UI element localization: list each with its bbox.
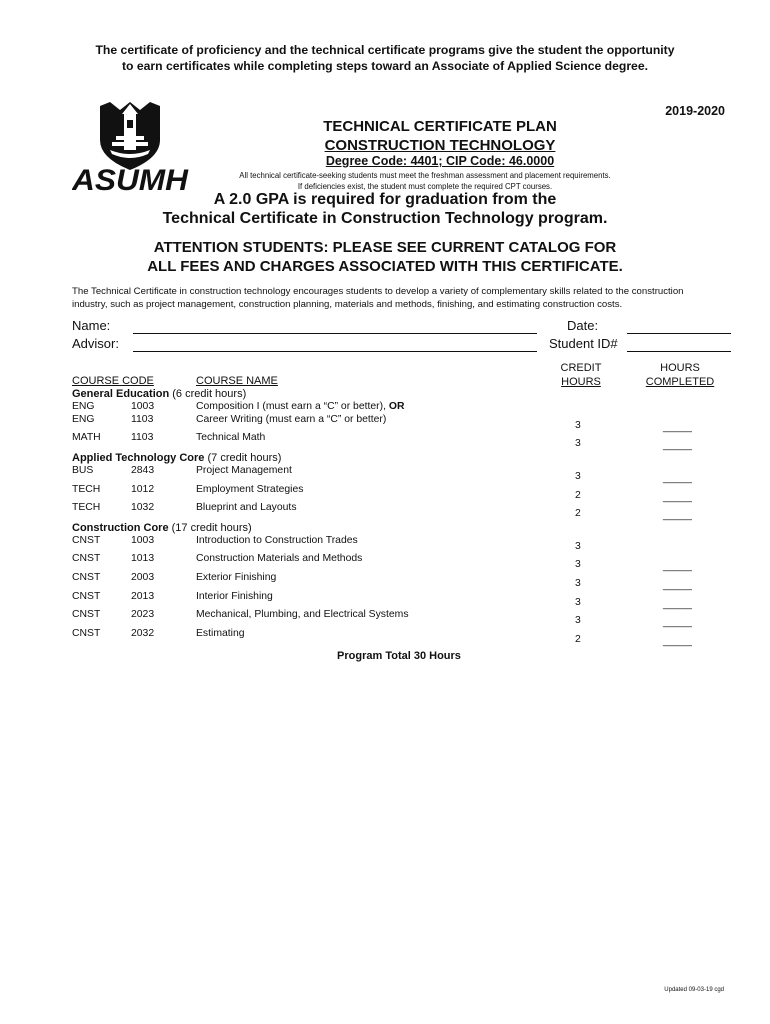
course-name: [196, 609, 409, 620]
course-number: 1103: [131, 432, 154, 443]
student-id-label: Student ID#: [549, 336, 618, 351]
section-title: General Education: [72, 388, 170, 400]
requirements-note: [200, 170, 650, 192]
course-number: 1013: [131, 553, 155, 564]
hours-header-line-1: HOURS: [660, 362, 700, 374]
credit-hours: 3: [575, 438, 581, 449]
plan-title-line-1: TECHNICAL CERTIFICATE PLAN: [323, 118, 557, 135]
logo-text: ASUMH: [72, 164, 190, 195]
hours-completed-blank[interactable]: _____: [663, 510, 692, 521]
credit-hours: 2: [575, 490, 581, 501]
section-construction-core: [72, 522, 252, 534]
credit-hours: 3: [575, 615, 581, 626]
course-name-text: Employment Strategies: [196, 484, 304, 495]
section-title: Construction Core: [72, 522, 169, 534]
credit-hours: 3: [575, 559, 581, 570]
hours-completed-header: [637, 361, 723, 389]
credit-hours: 3: [575, 597, 581, 608]
academic-year: 2019-2020: [665, 104, 725, 118]
certificate-description: [72, 285, 732, 311]
degree-codes: [270, 154, 610, 168]
course-number: 2023: [131, 609, 155, 620]
credit-hours: 3: [575, 578, 581, 589]
course-number: 1012: [131, 484, 155, 495]
asumh-logo: [72, 100, 192, 195]
course-prefix: BUS: [72, 465, 94, 476]
course-name-text: Introduction to Construction Trades: [196, 535, 358, 546]
plan-title-line-2: CONSTRUCTION TECHNOLOGY: [324, 137, 556, 154]
course-prefix: CNST: [72, 535, 101, 546]
student-id-field[interactable]: [627, 351, 731, 352]
attention-line-1: ATTENTION STUDENTS: PLEASE SEE CURRENT CATALOG FOR: [153, 239, 617, 256]
course-name-header: [196, 375, 278, 387]
course-name-bold: OR: [388, 401, 405, 412]
hours-completed-blank[interactable]: _____: [663, 561, 692, 572]
hours-completed-blank[interactable]: _____: [663, 617, 692, 628]
course-prefix: CNST: [72, 628, 101, 639]
hours-completed-blank[interactable]: _____: [663, 422, 692, 433]
plan-title: [270, 117, 610, 155]
course-prefix: ENG: [72, 401, 95, 412]
intro-text: [40, 42, 730, 74]
course-name-text: Mechanical, Plumbing, and Electrical Systems: [196, 609, 409, 620]
gpa-notice: [140, 190, 630, 228]
section-general-education: [72, 388, 246, 400]
course-prefix: TECH: [72, 484, 101, 495]
advisor-label: Advisor:: [72, 336, 119, 351]
section-hours: (6 credit hours): [169, 388, 247, 400]
course-name-text: Interior Finishing: [196, 591, 273, 602]
course-number: 2003: [131, 572, 155, 583]
course-name: [196, 465, 292, 476]
section-title: Applied Technology Core: [72, 452, 205, 464]
course-name-header-text: COURSE NAME: [196, 375, 278, 387]
hours-completed-blank[interactable]: _____: [663, 636, 692, 647]
requirements-line-2: If deficiencies exist, the student must complete the required CPT courses.: [297, 182, 553, 191]
course-number: 1003: [131, 535, 155, 546]
hours-header-line-2: COMPLETED: [645, 376, 715, 388]
course-name: [196, 591, 273, 602]
course-name-text: Career Writing (must earn a “C” or better): [196, 414, 387, 425]
intro-line-1: The certificate of proficiency and the technical certificate programs give the student the opportunity: [95, 43, 675, 57]
credit-hours-header: [550, 361, 612, 389]
course-name-text: Project Management: [196, 465, 292, 476]
course-number: 2843: [131, 465, 155, 476]
credit-hours: 2: [575, 634, 581, 645]
course-name: [196, 484, 303, 495]
credit-hours: 2: [575, 508, 581, 519]
course-name: [196, 401, 404, 412]
course-name: [196, 432, 265, 443]
course-number: 1032: [131, 502, 155, 513]
degree-codes-text: Degree Code: 4401; CIP Code: 46.0000: [325, 154, 555, 168]
section-hours: (17 credit hours): [168, 522, 252, 534]
course-prefix: CNST: [72, 609, 101, 620]
course-name: [196, 502, 297, 513]
course-prefix: CNST: [72, 591, 101, 602]
program-total: Program Total 30 Hours: [337, 650, 461, 662]
credit-hours: 3: [575, 420, 581, 431]
asumh-tower-logo-icon: [72, 100, 192, 195]
course-code-header: [72, 375, 154, 387]
section-hours: (7 credit hours): [204, 452, 282, 464]
gpa-line-1: A 2.0 GPA is required for graduation from the: [213, 191, 557, 208]
date-field[interactable]: [627, 333, 731, 334]
course-prefix: TECH: [72, 502, 101, 513]
course-name-text: Exterior Finishing: [196, 572, 277, 583]
name-field[interactable]: [133, 333, 537, 334]
attention-line-2: ALL FEES AND CHARGES ASSOCIATED WITH THIS CERTIFICATE.: [147, 258, 623, 275]
description-line-1: The Technical Certificate in construction technology encourages students to develop a variety of complementary skills related to the construction: [72, 286, 684, 297]
course-name: [196, 535, 358, 546]
course-number: 1003: [131, 401, 155, 412]
updated-note: Updated 09-03-19 cgd: [664, 987, 724, 993]
course-number: 2013: [131, 591, 155, 602]
credit-header-line-2: HOURS: [561, 376, 601, 388]
hours-completed-blank[interactable]: _____: [663, 599, 692, 610]
course-name-text: Construction Materials and Methods: [196, 553, 363, 564]
description-line-2: industry, such as project management, construction planning, materials and methods, finishing, and estimating construction costs.: [72, 299, 623, 310]
course-prefix: MATH: [72, 432, 101, 443]
intro-line-2: to earn certificates while completing steps toward an Associate of Applied Science degree.: [121, 59, 648, 73]
course-name-text: Composition I (must earn a “C” or better),: [196, 401, 389, 412]
advisor-field[interactable]: [133, 351, 537, 352]
credit-hours: 3: [575, 541, 581, 552]
section-applied-technology-core: [72, 452, 281, 464]
hours-completed-blank[interactable]: _____: [663, 580, 692, 591]
requirements-line-1: All technical certificate-seeking students must meet the freshman assessment and placement requirements.: [239, 171, 611, 180]
attention-notice: [100, 238, 670, 276]
course-prefix: ENG: [72, 414, 95, 425]
name-label: Name:: [72, 318, 111, 333]
course-name-text: Blueprint and Layouts: [196, 502, 297, 513]
course-name: [196, 553, 362, 564]
credit-header-line-1: CREDIT: [560, 362, 602, 374]
credit-hours: 3: [575, 471, 581, 482]
course-code-header-text: COURSE CODE: [72, 375, 154, 387]
course-name-text: Technical Math: [196, 432, 266, 443]
course-name: [196, 572, 276, 583]
hours-completed-blank[interactable]: _____: [663, 440, 692, 451]
course-number: 1103: [131, 414, 154, 425]
course-prefix: CNST: [72, 553, 101, 564]
course-number: 2032: [131, 628, 155, 639]
course-name: [196, 414, 386, 425]
course-name-text: Estimating: [196, 628, 245, 639]
date-label: Date:: [567, 318, 599, 333]
hours-completed-blank[interactable]: _____: [663, 492, 692, 503]
gpa-line-2: Technical Certificate in Construction Technology program.: [162, 210, 608, 227]
hours-completed-blank[interactable]: _____: [663, 473, 692, 484]
course-name: [196, 628, 245, 639]
course-prefix: CNST: [72, 572, 101, 583]
